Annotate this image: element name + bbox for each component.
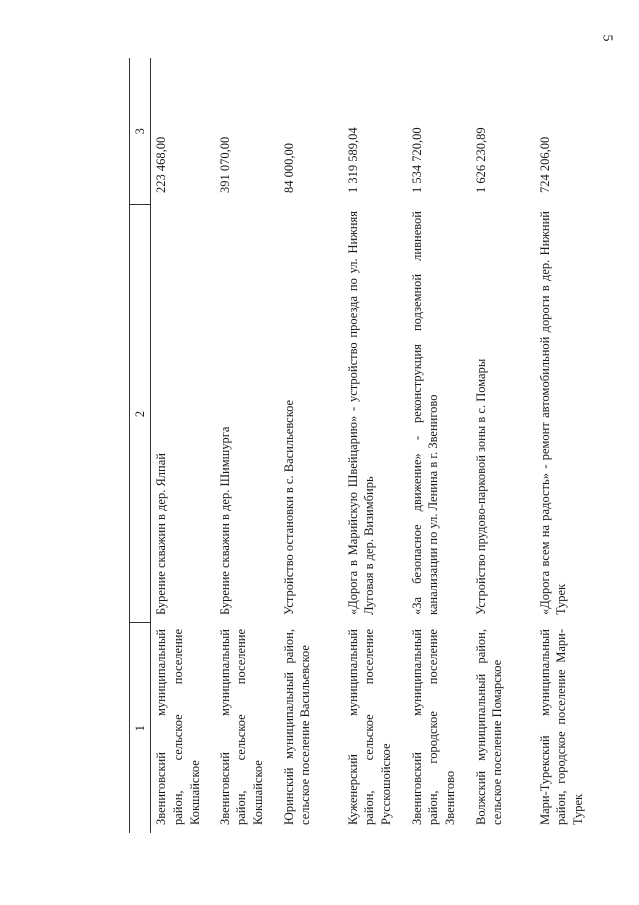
project-cell: «Дорога в Марийскую Швейцарию» - устройство проезда по ул. Нижняя Луговая в дер. Визимбирь xyxy=(345,211,377,615)
column-header-1: 1 xyxy=(130,623,151,833)
table-row xyxy=(343,58,407,833)
project-cell: Бурение скважин в дер. Шимшурга xyxy=(217,426,232,615)
table-row xyxy=(151,58,215,833)
amount-cell: 1 534 720,00 xyxy=(409,127,424,193)
project-cell: «За безопасное движение» - реконструкция подземной ливневой канализации по ул. Ленина в г. Звенигово xyxy=(409,211,441,615)
municipality-cell: Юринский муниципальный район, сельское поселение Васильевское xyxy=(281,629,313,825)
table-row xyxy=(279,58,343,833)
rotated-table-container xyxy=(129,58,586,833)
amount-cell: 391 070,00 xyxy=(217,136,232,193)
table-row xyxy=(535,58,599,833)
amount-cell: 1 626 230,89 xyxy=(473,127,488,193)
amount-cell: 223 468,00 xyxy=(154,136,168,193)
amount-cell: 1 319 589,04 xyxy=(345,127,360,193)
municipality-cell: Волжский муниципальный район, сельское поселение Помарское xyxy=(473,629,505,825)
municipality-cell: Куженерский муниципальный район, сельское поселение Русскошойское xyxy=(345,629,394,825)
table-header-row xyxy=(130,58,151,833)
page-number: 5 xyxy=(599,34,615,42)
projects-table xyxy=(129,58,599,833)
project-cell: «Дорога всем на радость» - ремонт автомобильной дороги в дер. Нижний Турек xyxy=(537,211,569,615)
column-header-3: 3 xyxy=(130,58,151,205)
amount-cell: 84 000,00 xyxy=(281,143,296,193)
column-header-2: 2 xyxy=(130,205,151,623)
municipality-cell: Звениговский муниципальный район, сельское поселение Кокшайское xyxy=(154,629,202,825)
project-cell: Бурение скважин в дер. Ялпай xyxy=(154,453,168,615)
project-cell: Устройство остановки в с. Васильевское xyxy=(281,399,296,615)
table-row xyxy=(471,58,535,833)
table-row xyxy=(407,58,471,833)
table-row xyxy=(215,58,279,833)
amount-cell: 724 206,00 xyxy=(537,136,552,193)
project-cell: Устройство прудово-парковой зоны в с. Помары xyxy=(473,358,488,615)
municipality-cell: Мари-Турекский муниципальный район, городское поселение Мари-Турек xyxy=(537,629,586,825)
municipality-cell: Звениговский муниципальный район, сельское поселение Кокшайское xyxy=(217,629,266,825)
municipality-cell: Звениговский муниципальный район, городское поселение Звенигово xyxy=(409,629,458,825)
